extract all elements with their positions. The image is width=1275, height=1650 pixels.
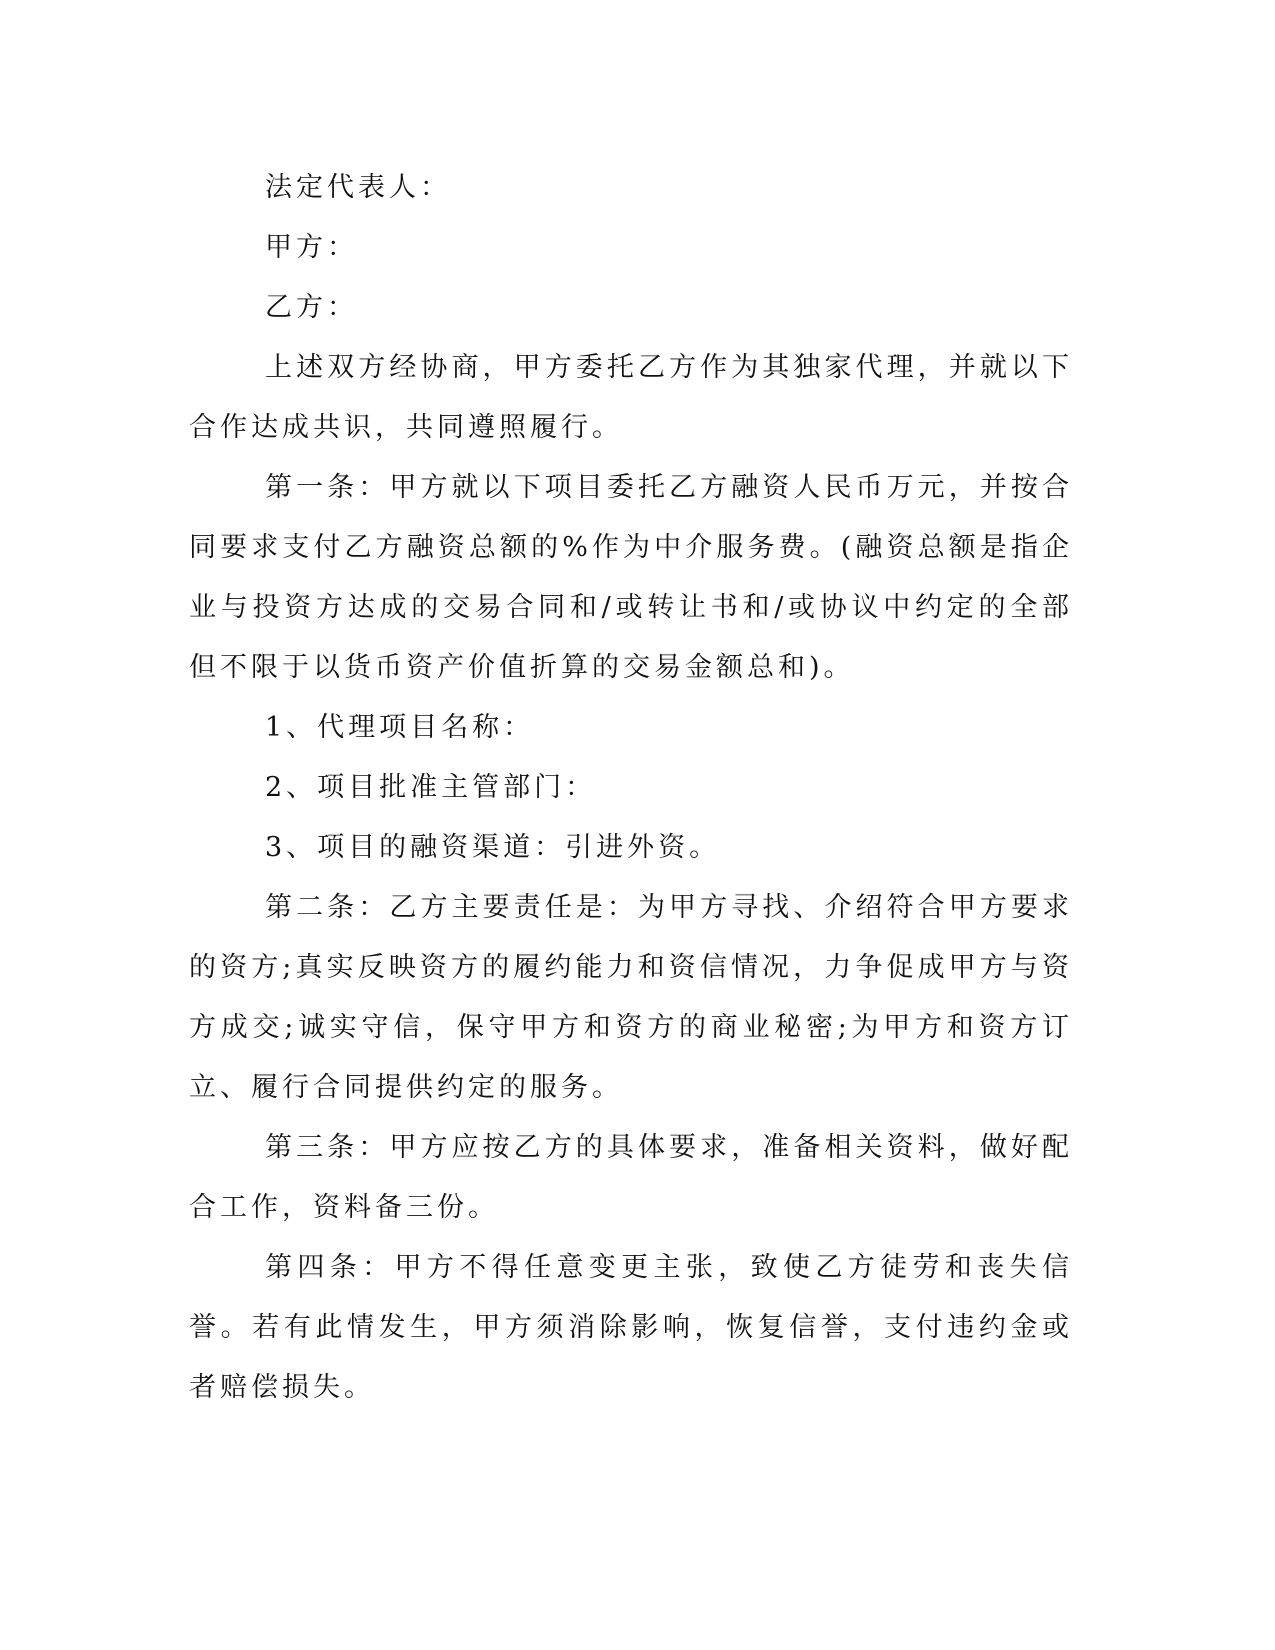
article-4-paragraph: 第四条：甲方不得任意变更主张，致使乙方徒劳和丧失信誉。若有此情发生，甲方须消除影响，恢复信誉，支付违约金或者赔偿损失。 (189, 1252, 1073, 1403)
legal-representative-line: 法定代表人： (265, 172, 451, 203)
article-3-paragraph: 第三条：甲方应按乙方的具体要求，准备相关资料，做好配合工作，资料备三份。 (189, 1132, 1073, 1223)
item-3-financing-channel: 3、项目的融资渠道：引进外资。 (265, 832, 721, 863)
item-2-approval-department: 2、项目批准主管部门： (265, 772, 597, 803)
item-1-project-name: 1、代理项目名称： (265, 712, 535, 743)
party-a-line: 甲方： (265, 232, 358, 263)
article-2-paragraph: 第二条：乙方主要责任是：为甲方寻找、介绍符合甲方要求的资方;真实反映资方的履约能力和资信情况，力争促成甲方与资方成交;诚实守信，保守甲方和资方的商业秘密;为甲方和资方订立、履行合同提供约定的服务。 (189, 892, 1073, 1103)
document-body (189, 158, 1073, 1418)
article-1-paragraph: 第一条：甲方就以下项目委托乙方融资人民币万元，并按合同要求支付乙方融资总额的%作为中介服务费。(融资总额是指企业与投资方达成的交易合同和/或转让书和/或协议中约定的全部但不限于以货币资产价值折算的交易金额总和)。 (189, 472, 1073, 683)
party-b-line: 乙方： (265, 292, 358, 323)
preamble-paragraph: 上述双方经协商，甲方委托乙方作为其独家代理，并就以下合作达成共识，共同遵照履行。 (189, 352, 1073, 443)
